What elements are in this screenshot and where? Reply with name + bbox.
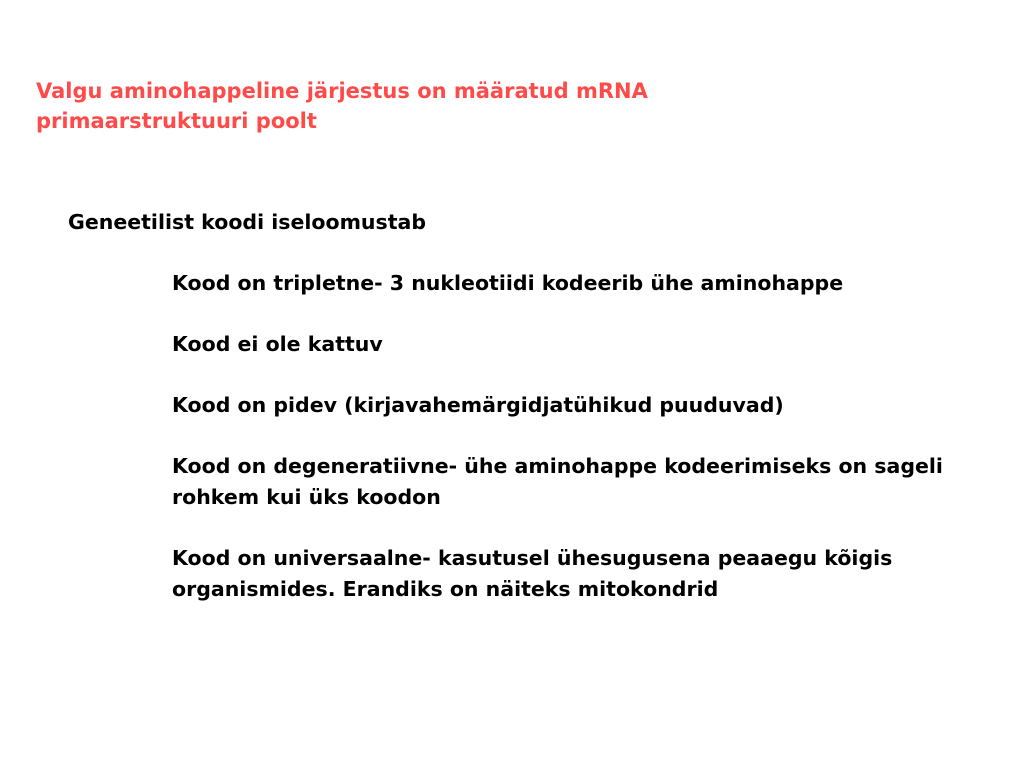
property-continuous: Kood on pidev (kirjavahemärgidjatühikud puuduvad) — [172, 393, 784, 417]
property-degenerate: Kood on degeneratiivne- ühe aminohappe kodeerimiseks on sageli rohkem kui üks koodon — [172, 454, 943, 509]
slide-title: Valgu aminohappeline järjestus on määratud mRNA primaarstruktuuri poolt — [36, 79, 648, 133]
property-triplet: Kood on tripletne- 3 nukleotiidi kodeerib ühe aminohappe — [172, 271, 844, 295]
property-list — [172, 268, 992, 635]
property-non-overlapping: Kood ei ole kattuv — [172, 332, 383, 356]
property-universal: Kood on universaalne- kasutusel ühesugusena peaaegu kõigis organismides. Erandiks on näiteks mitokondrid — [172, 546, 893, 601]
section-heading: Geneetilist koodi iseloomustab — [68, 210, 427, 234]
